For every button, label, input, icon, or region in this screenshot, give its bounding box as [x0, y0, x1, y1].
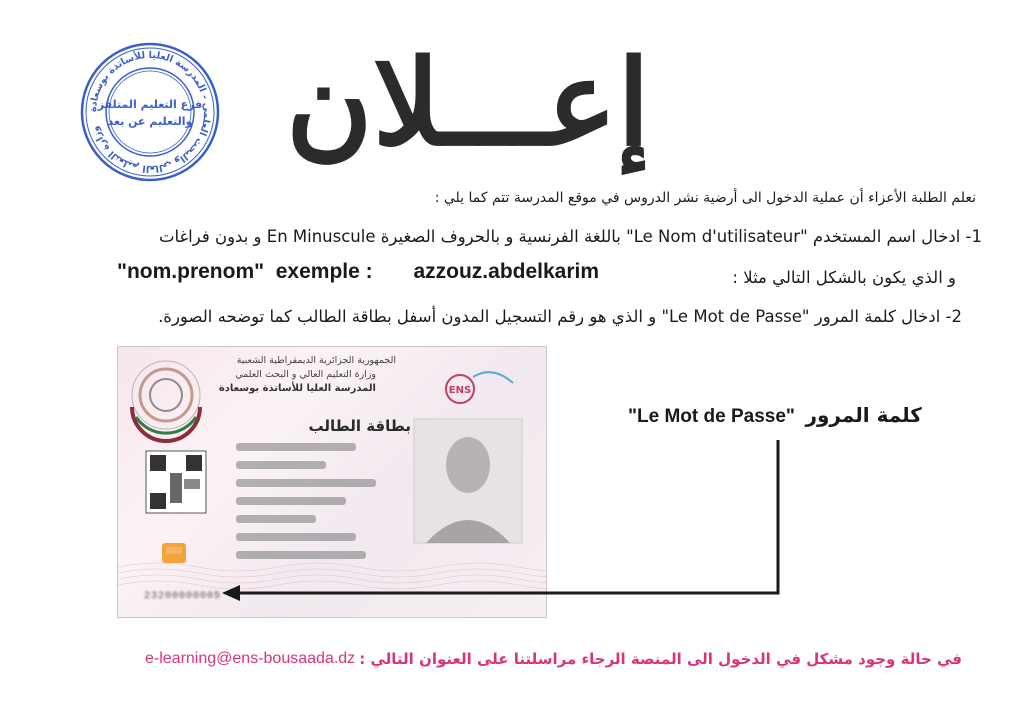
ministry-stamp	[78, 40, 222, 184]
card-logo: ENS	[448, 385, 472, 396]
card-serial-number: 23200000005	[144, 591, 222, 602]
stamp-center-line2: والتعليم عن بعد	[107, 115, 193, 128]
contact-email: e-learning@ens-bousaada.dz	[145, 650, 356, 667]
step1-format-text: و الذي يكون بالشكل التالي مثلا :	[732, 268, 956, 287]
intro-text: نعلم الطلبة الأعزاء أن عملية الدخول الى أرضية نشر الدروس في موقع المدرسة تتم كما يلي :	[434, 190, 976, 206]
title-text: إعـــلان	[286, 33, 650, 172]
contact-text: في حالة وجود مشكل في الدخول الى المنصة الرجاء مراسلتنا على العنوان التالي :	[359, 650, 962, 668]
card-header-line2: وزارة التعليم العالي و البحث العلمي	[235, 369, 376, 380]
password-label-ar: كلمة المرور	[805, 403, 922, 427]
password-label-fr: "Le Mot de Passe"	[628, 406, 795, 427]
announcement-title	[286, 28, 650, 178]
stamp-center-line1: فرع التعليم المتلفز	[97, 98, 203, 111]
step1-text: 1- ادخال اسم المستخدم "Le Nom d'utilisateur" باللغة الفرنسية و بالحروف الصغيرة En Minuscule و بدون فراغات	[158, 227, 982, 246]
pointer-arrow	[200, 430, 790, 610]
stamp-ring-text: وزارة التعليم العالي والبحث العلمي - المدرسة العليا للأساتذة بوسعادة	[87, 49, 213, 175]
card-title: بطاقة الطالب	[308, 417, 411, 435]
password-label	[628, 403, 922, 428]
step1-format-code: "nom.prenom" exemple : azzouz.abdelkarim	[117, 260, 600, 283]
card-header-line3: المدرسة العليا للأساتذة بوسعادة	[218, 383, 376, 394]
step2-text: 2- ادخال كلمة المرور "Le Mot de Passe" و الذي هو رقم التسجيل المدون أسفل بطاقة الطالب كما توضحه الصورة.	[158, 307, 962, 326]
card-header-line1: الجمهورية الجزائرية الديمقراطية الشعبية	[236, 355, 396, 366]
